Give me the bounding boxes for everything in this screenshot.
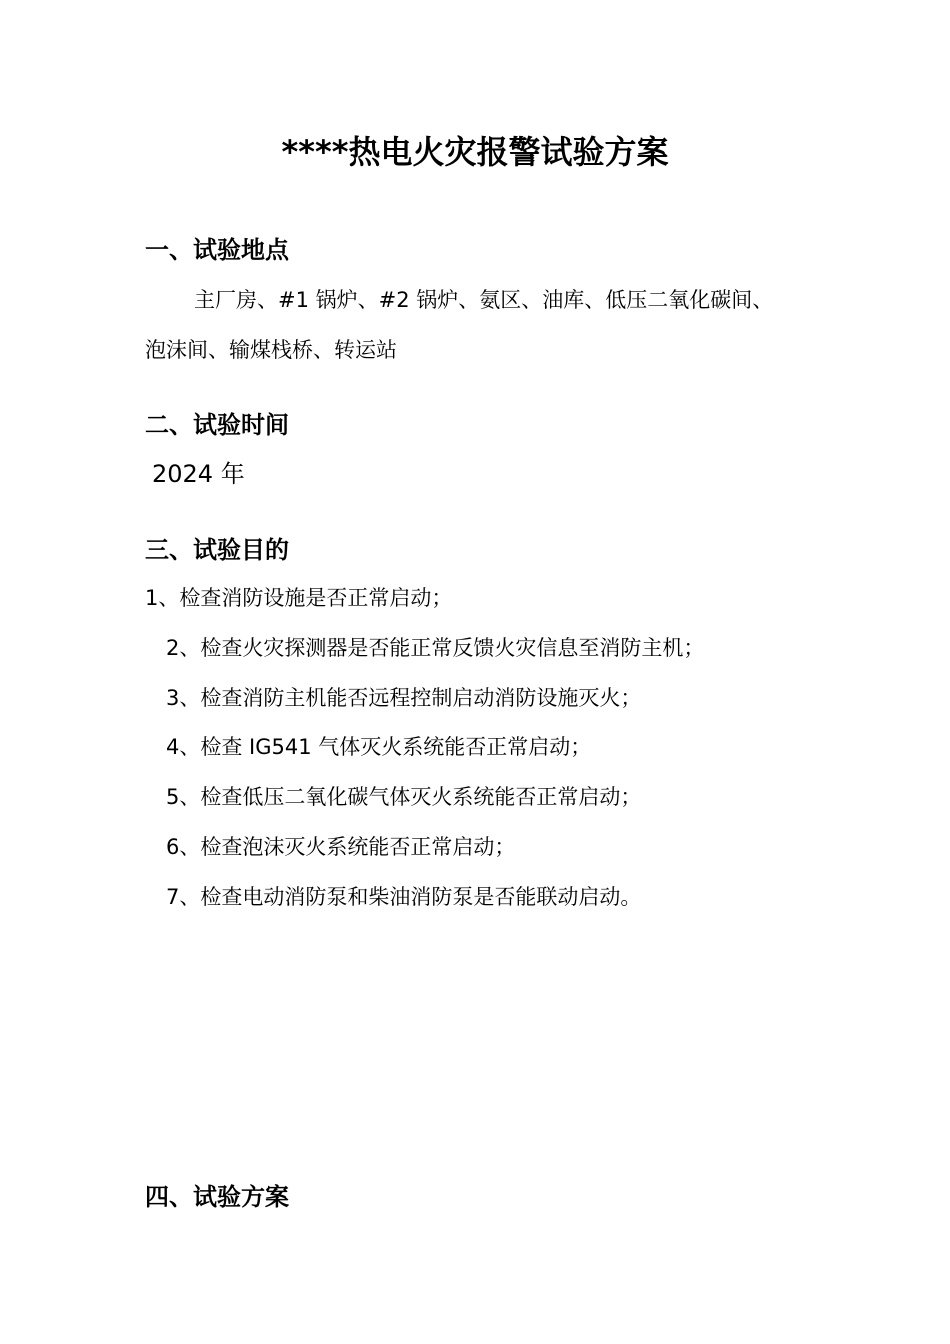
section-heading-plan: 四、试验方案 bbox=[145, 1183, 289, 1211]
purpose-item-1: 1、检查消防设施是否正常启动； bbox=[145, 586, 453, 610]
document-title: ****热电火灾报警试验方案 bbox=[281, 133, 669, 171]
location-line-1: 主厂房、#1 锅炉、#2 锅炉、氨区、油库、低压二氧化碳间、 bbox=[194, 288, 774, 312]
section-heading-time: 二、试验时间 bbox=[145, 411, 289, 439]
purpose-item-5: 5、检查低压二氧化碳气体灭火系统能否正常启动； bbox=[166, 785, 642, 809]
section-heading-purpose: 三、试验目的 bbox=[145, 536, 289, 564]
purpose-item-7: 7、检查电动消防泵和柴油消防泵是否能联动启动。 bbox=[166, 885, 642, 909]
location-line-2: 泡沫间、输煤栈桥、转运站 bbox=[145, 338, 397, 362]
purpose-item-6: 6、检查泡沫灭火系统能否正常启动； bbox=[166, 835, 516, 859]
purpose-item-2: 2、检查火灾探测器是否能正常反馈火灾信息至消防主机； bbox=[166, 636, 705, 660]
test-year: 2024 年 bbox=[152, 460, 245, 488]
section-heading-location: 一、试验地点 bbox=[145, 236, 289, 264]
purpose-item-4: 4、检查 IG541 气体灭火系统能否正常启动； bbox=[166, 735, 592, 759]
purpose-item-3: 3、检查消防主机能否远程控制启动消防设施灭火； bbox=[166, 686, 642, 710]
